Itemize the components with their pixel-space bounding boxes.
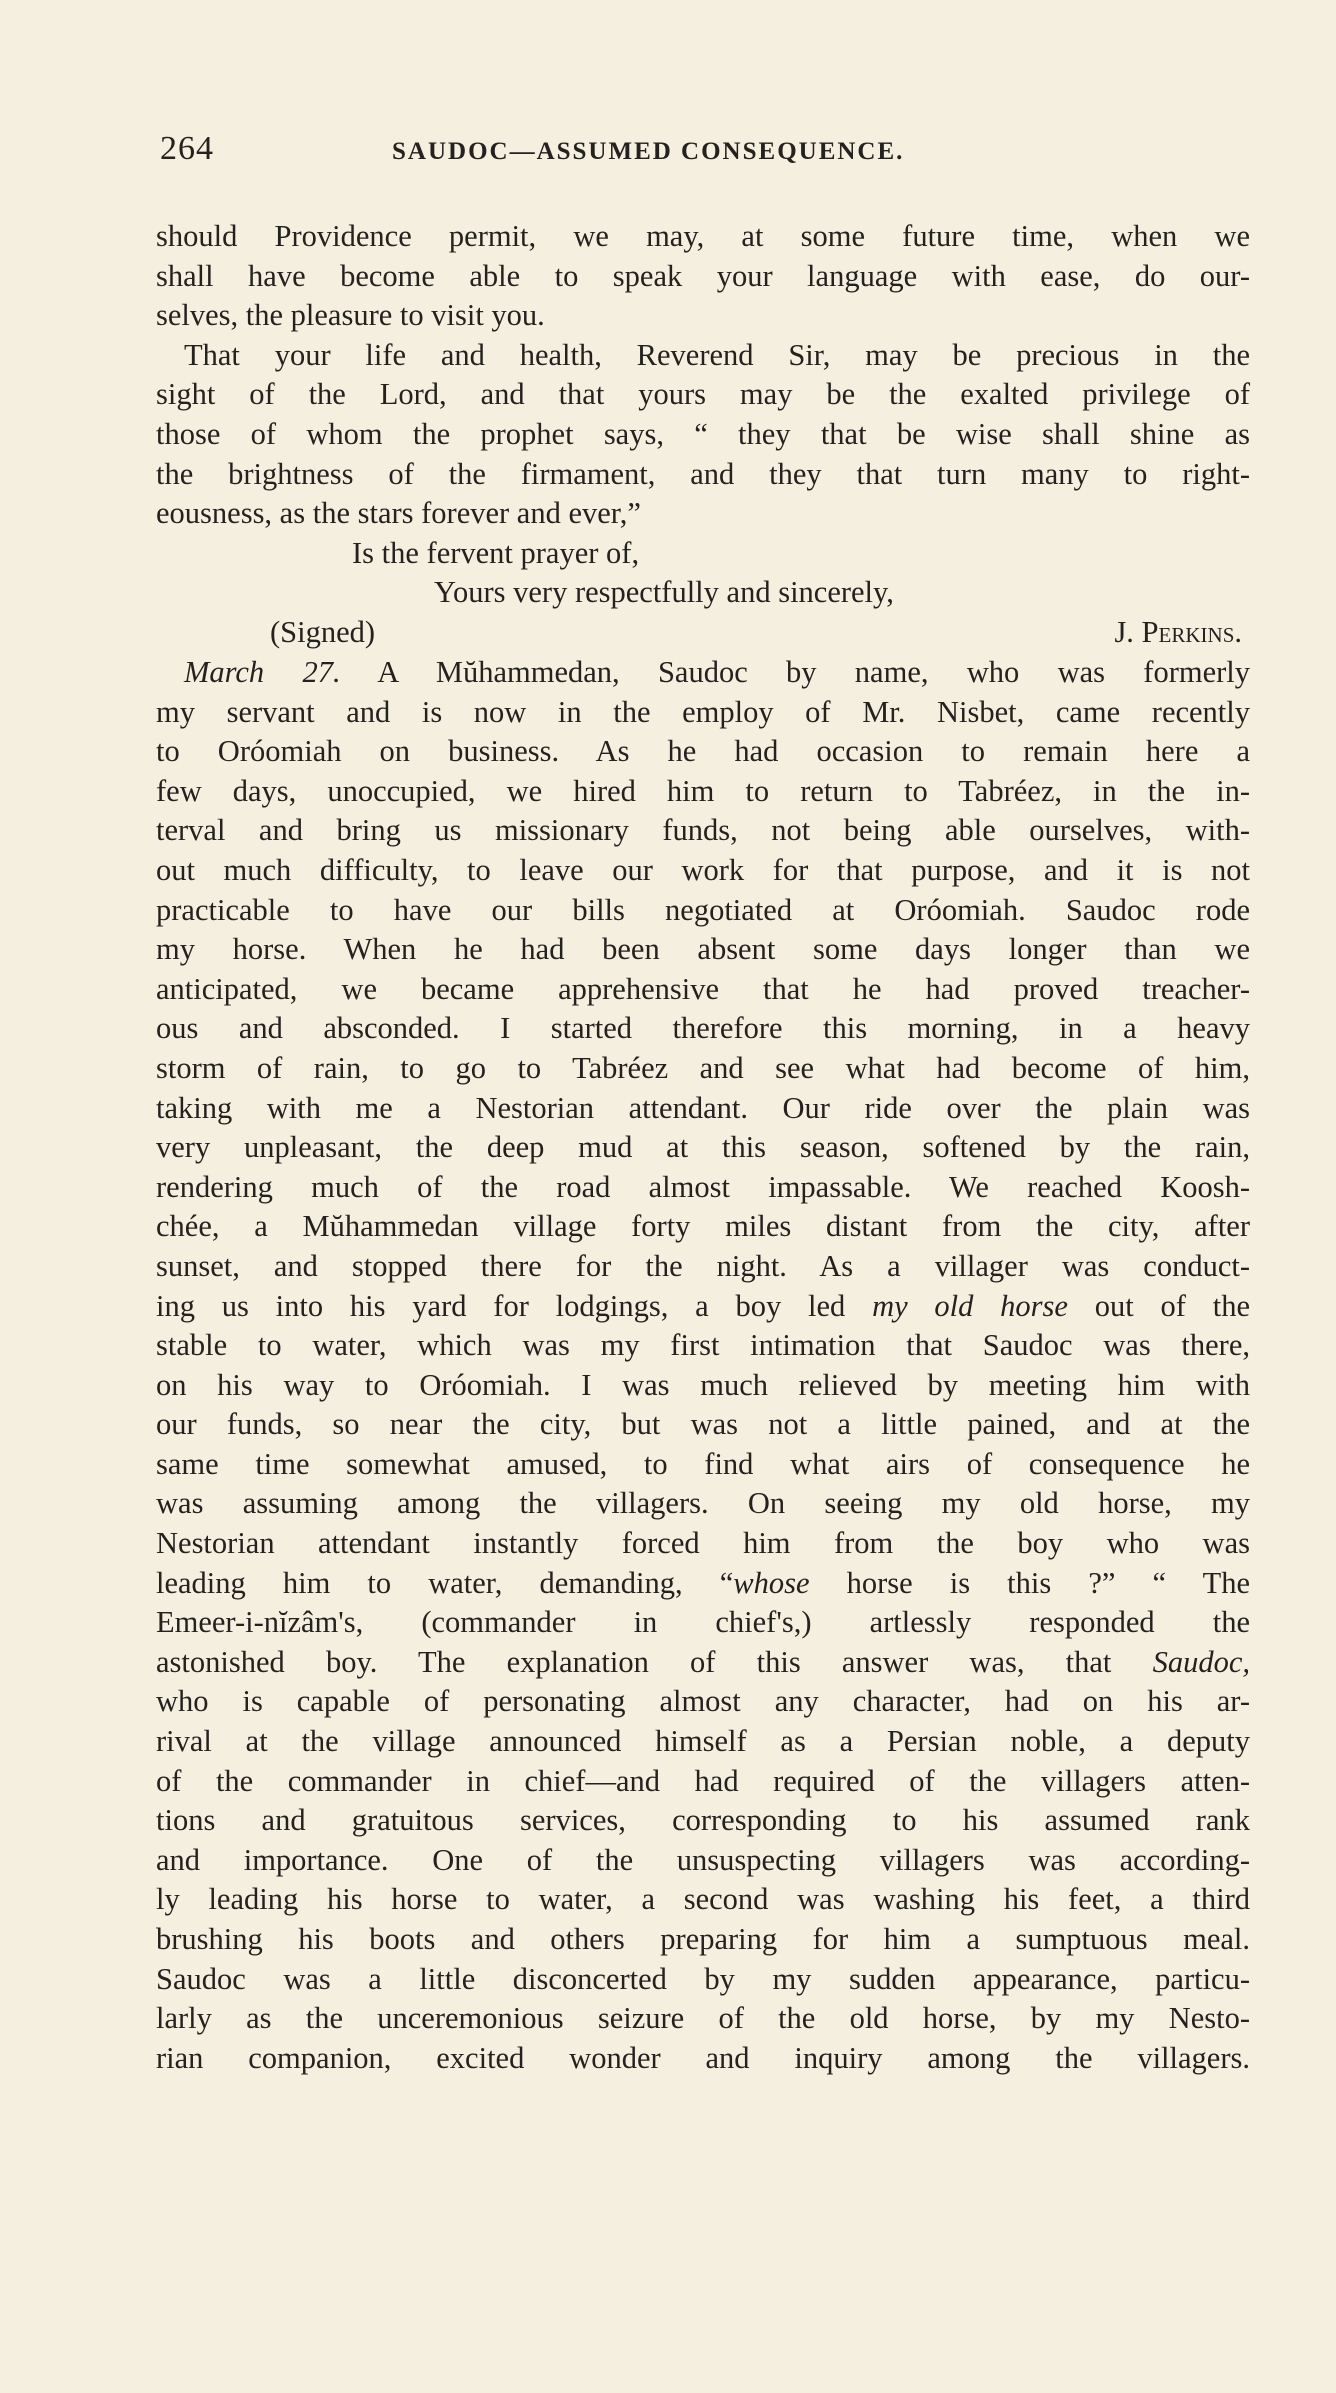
- text-line: on his way to Oróomiah. I was much relieved by meeting him with: [156, 1367, 1250, 1402]
- text-line: rendering much of the road almost impassable. We reached Koosh-: [156, 1169, 1250, 1204]
- text-line: taking with me a Nestorian attendant. Our ride over the plain was: [156, 1090, 1250, 1125]
- text-line: my horse. When he had been absent some days longer than we: [156, 932, 1250, 967]
- text-line: same time somewhat amused, to find what airs of consequence he: [156, 1446, 1250, 1481]
- text-line: anticipated, we became apprehensive that he had proved treacher-: [156, 971, 1250, 1006]
- text-line: rival at the village announced himself as a Persian noble, a deputy: [156, 1724, 1250, 1759]
- text-line: sight of the Lord, and that yours may be the exalted privilege of: [156, 377, 1250, 412]
- text-line: my servant and is now in the employ of Mr. Nisbet, came recently: [156, 694, 1250, 729]
- text-line: stable to water, which was my first intimation that Saudoc was there,: [156, 1328, 1250, 1363]
- text-line: the brightness of the firmament, and they that turn many to right-: [156, 456, 1250, 491]
- closing-prayer: Is the fervent prayer of,: [352, 535, 640, 570]
- text-line: eousness, as the stars forever and ever,”: [156, 496, 641, 531]
- signer-surname: erkins.: [1158, 614, 1242, 649]
- text-line: ous and absconded. I started therefore this morning, in a heavy: [156, 1011, 1250, 1046]
- text-line-saudoc: [156, 1643, 1250, 1683]
- text-line: should Providence permit, we may, at some future time, when we: [156, 219, 1250, 253]
- text-line: ly leading his horse to water, a second was washing his feet, a third: [156, 1882, 1250, 1917]
- text-line: our funds, so near the city, but was not a little pained, and at the: [156, 1407, 1250, 1442]
- text-span: out of the: [1067, 1288, 1250, 1323]
- text-line: tions and gratuitous services, corresponding to his assumed rank: [156, 1803, 1250, 1838]
- text-line: larly as the unceremonious seizure of the old horse, by my Nesto-: [156, 2001, 1250, 2036]
- letter-closing: [156, 217, 1250, 653]
- text-span: ing us into his yard for lodgings, a boy led: [156, 1288, 873, 1323]
- italic-phrase: my old horse: [872, 1288, 1068, 1323]
- text-line: sunset, and stopped there for the night. As a villager was conduct-: [156, 1248, 1250, 1283]
- text-line-last: rian companion, excited wonder and inquiry among the villagers.: [156, 2040, 1250, 2075]
- signer-initial: J. P: [1114, 614, 1159, 649]
- entry-first-line-text: A Mŭhammedan, Saudoc by name, who was formerly: [340, 655, 1251, 689]
- text-line: those of whom the prophet says, “ they that be wise shall shine as: [156, 416, 1250, 451]
- text-line: very unpleasant, the deep mud at this season, softened by the rain,: [156, 1130, 1250, 1165]
- entry-first-line: [156, 653, 1250, 693]
- page-header: [160, 130, 1250, 174]
- signature-line: [156, 613, 1250, 653]
- text-line: Nestorian attendant instantly forced him from the boy who was: [156, 1526, 1250, 1561]
- closing-valediction: Yours very respectfully and sincerely,: [434, 575, 894, 610]
- text-line: who is capable of personating almost any character, had on his ar-: [156, 1684, 1250, 1719]
- text-line: of the commander in chief—and had required of the villagers atten-: [156, 1763, 1250, 1798]
- text-line: and importance. One of the unsuspecting villagers was according-: [156, 1842, 1250, 1877]
- signed-label: (Signed): [270, 614, 376, 649]
- text-span: astonished boy. The explanation of this answer was, that: [156, 1644, 1153, 1679]
- text-line: selves, the pleasure to visit you.: [156, 298, 545, 333]
- text-line-horse: [156, 1287, 1250, 1327]
- text-line: That your life and health, Reverend Sir, may be precious in the: [184, 337, 1250, 372]
- text-line: chée, a Mŭhammedan village forty miles distant from the city, after: [156, 1209, 1250, 1244]
- text-line: brushing his boots and others preparing for him a sumptuous meal.: [156, 1922, 1250, 1956]
- text-span: horse is this ?” “ The: [809, 1565, 1250, 1600]
- text-line: out much difficulty, to leave our work for that purpose, and it is not: [156, 852, 1250, 887]
- entry-date: March 27.: [184, 655, 341, 689]
- text-line: Saudoc was a little disconcerted by my sudden appearance, particu-: [156, 1961, 1250, 1996]
- text-span: leading him to water, demanding, “: [156, 1565, 734, 1600]
- text-line: terval and bring us missionary funds, not being able ourselves, with-: [156, 813, 1250, 848]
- italic-word: whose: [733, 1565, 810, 1600]
- text-line: few days, unoccupied, we hired him to return to Tabréez, in the in-: [156, 773, 1250, 808]
- page-number: 264: [160, 130, 214, 167]
- text-line: to Oróomiah on business. As he had occasion to remain here a: [156, 734, 1250, 769]
- text-line: Emeer-i-nĭzâm's, (commander in chief's,) artlessly responded the: [156, 1605, 1250, 1640]
- signer-name: [1114, 613, 1242, 653]
- running-title: SAUDOC—ASSUMED CONSEQUENCE.: [392, 138, 905, 165]
- italic-name: Saudoc,: [1152, 1644, 1250, 1679]
- text-line: practicable to have our bills negotiated at Oróomiah. Saudoc rode: [156, 892, 1250, 927]
- text-line-whose: [156, 1564, 1250, 1604]
- journal-entry: [156, 653, 1250, 2078]
- text-line: storm of rain, to go to Tabréez and see what had become of him,: [156, 1050, 1250, 1085]
- text-line: was assuming among the villagers. On seeing my old horse, my: [156, 1486, 1250, 1521]
- text-line: shall have become able to speak your language with ease, do our-: [156, 258, 1250, 293]
